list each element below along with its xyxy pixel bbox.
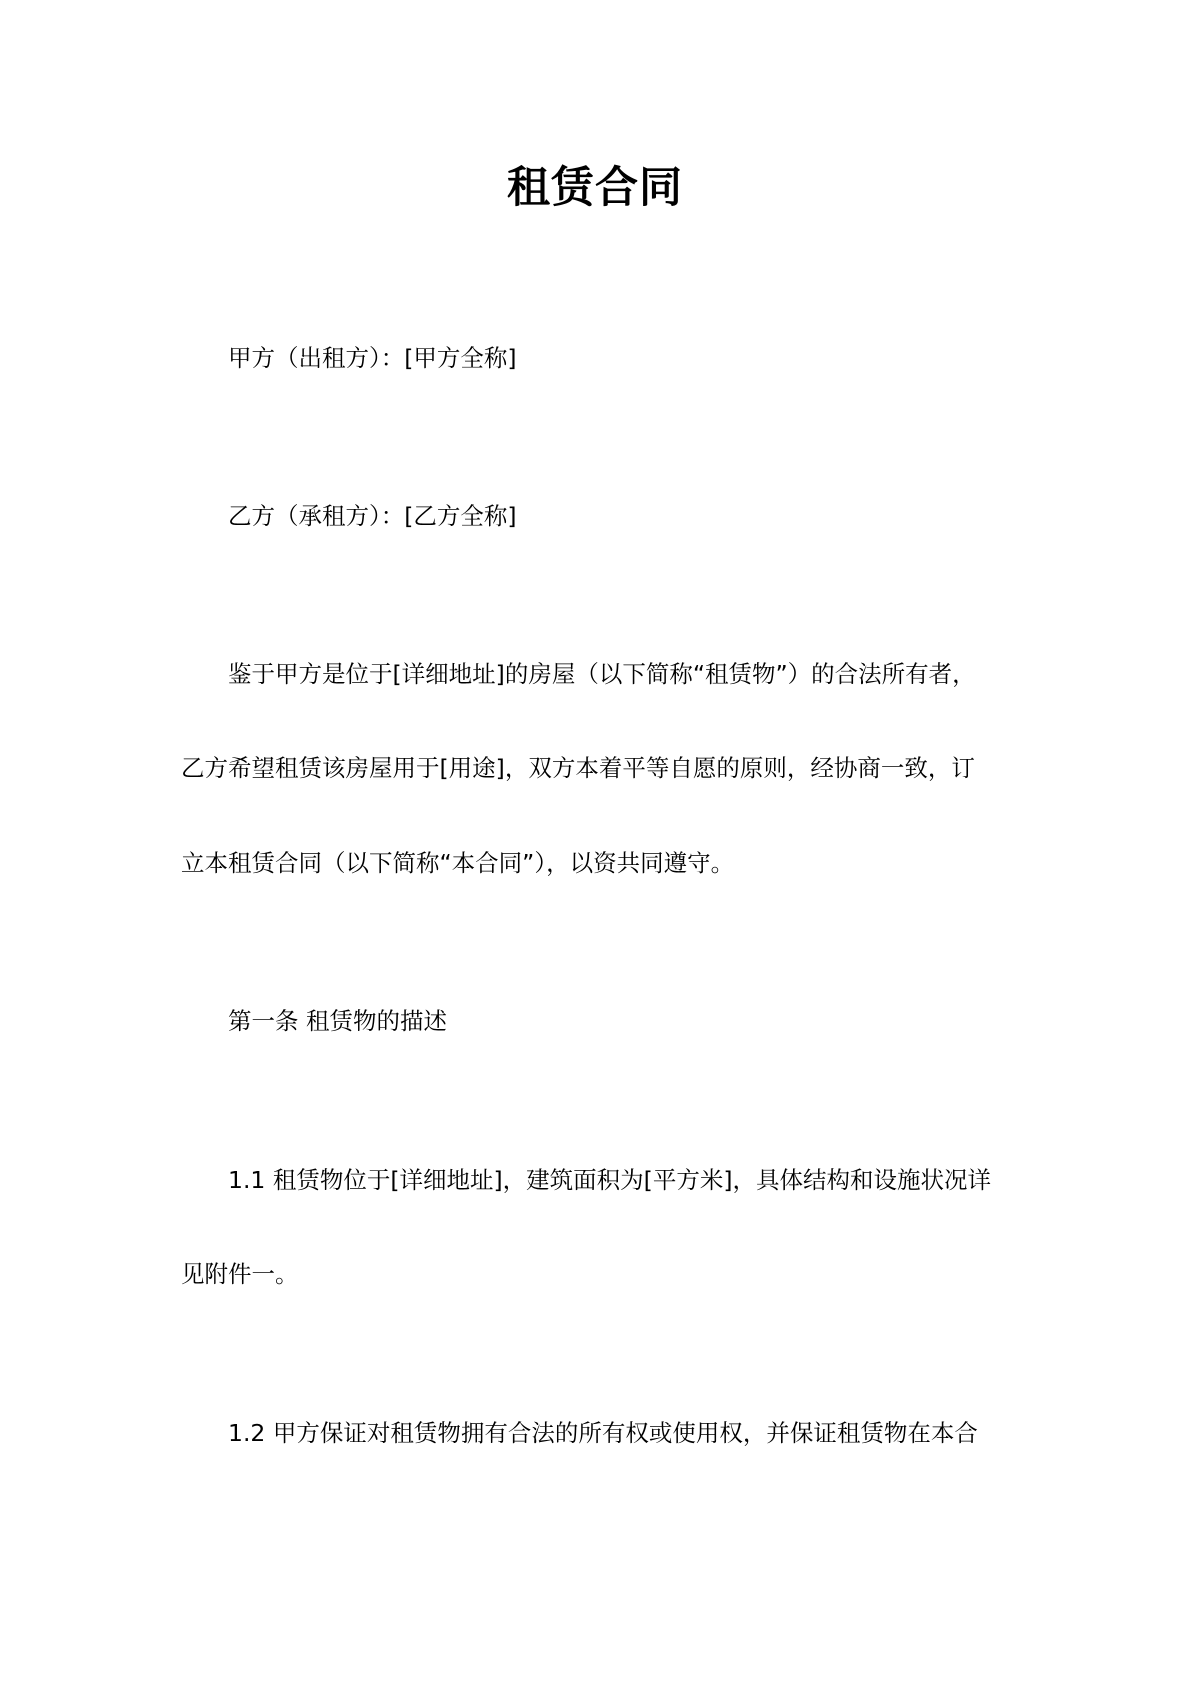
clause-1-2-line-1: 1.2 甲方保证对租赁物拥有合法的所有权或使用权，并保证租赁物在本合	[228, 1419, 978, 1447]
clause-1-1-line-1: 1.1 租赁物位于[详细地址]，建筑面积为[平方米]，具体结构和设施状况详	[228, 1166, 992, 1194]
article-1-heading: 第一条 租赁物的描述	[228, 1007, 447, 1035]
document-title: 租赁合同	[507, 163, 683, 213]
preamble-line-2: 乙方希望租赁该房屋用于[用途]，双方本着平等自愿的原则，经协商一致，订	[181, 754, 975, 782]
preamble-line-3: 立本租赁合同（以下简称“本合同”），以资共同遵守。	[181, 849, 735, 877]
party-a-line: 甲方（出租方）：[甲方全称]	[228, 344, 517, 372]
preamble-line-1: 鉴于甲方是位于[详细地址]的房屋（以下简称“租赁物”）的合法所有者，	[228, 660, 976, 688]
clause-1-1-line-2: 见附件一。	[181, 1260, 299, 1288]
party-b-line: 乙方（承租方）：[乙方全称]	[228, 502, 517, 530]
